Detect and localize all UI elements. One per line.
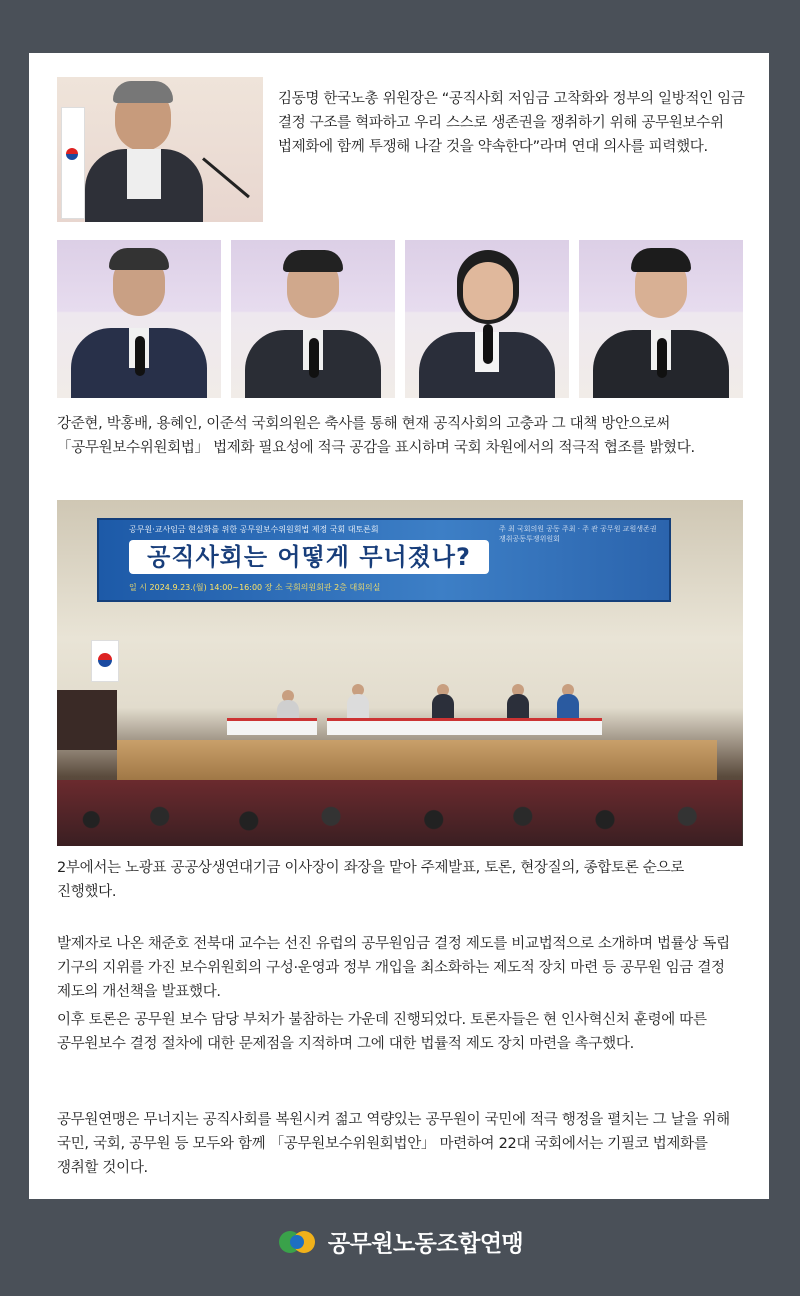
- lawmakers-paragraph: 강준현, 박홍배, 용혜인, 이준석 국회의원은 축사를 통해 현재 공직사회의 고충과 그 대책 방안으로써 「공무원보수위원회법」 법제화 필요성에 적극 공감을 표시하며 국회 차원에서의 적극적 협조를 밝혔다.: [57, 416, 695, 456]
- banner-info: 일 시 2024.9.23.(월) 14:00~16:00 장 소 국회의원회관 2층 대회의실: [129, 583, 381, 592]
- forum-hall-photo: [57, 500, 743, 846]
- banner-title-box: [129, 540, 489, 574]
- lawmaker-photo-1: [57, 240, 221, 398]
- lawmaker-photo-3: [405, 240, 569, 398]
- panel-table: [327, 718, 417, 735]
- flag-icon: [61, 107, 85, 219]
- closing-paragraph: 공무원연맹은 무너지는 공직사회를 복원시켜 젊고 역량있는 공무원이 국민에 적극 행정을 펼치는 그 날을 위해 국민, 국회, 공무원 등 모두와 함께 「공무원보수위원회법안」 마련하여 22대 국회에서는 기필코 법제화를 쟁취할 것이다.: [57, 1112, 730, 1176]
- lawmaker-photo-4: [579, 240, 743, 398]
- lawmaker-photo-2: [231, 240, 395, 398]
- microphone-icon: [135, 336, 145, 376]
- leader-photo: [57, 77, 263, 222]
- union-logo-name: 공무원노동조합연맹: [327, 1231, 524, 1257]
- microphone-icon: [657, 338, 667, 378]
- podium: [57, 690, 117, 750]
- article-card: [29, 53, 769, 1199]
- banner-subtitle: 공무원·교사임금 현실화를 위한 공무원보수위원회법 제정 국회 대토론회: [129, 525, 379, 534]
- presenter-paragraph: 발제자로 나온 채준호 전북대 교수는 선진 유럽의 공무원임금 결정 제도를 비교법적으로 소개하며 법률상 독립 기구의 지위를 가진 보수위원회의 구성·운영과 정부 개입을 최소화하는 제도적 장치 마련 등 공무원 임금 결정 제도의 개선책을 발표했다.: [57, 936, 730, 1000]
- panel-table: [412, 718, 602, 735]
- speaker-hair: [113, 81, 173, 103]
- banner-title: 공직사회는 어떻게 무너졌나?: [147, 543, 471, 571]
- microphone-icon: [202, 157, 250, 198]
- microphone-icon: [309, 338, 319, 378]
- stage-floor: [117, 740, 717, 780]
- banner-side: 주 최 국회의원 공동 주최 · 주 관 공무원 교원생존권쟁취공동투쟁위원회: [499, 525, 657, 543]
- audience: [57, 780, 742, 846]
- session2-paragraph: 2부에서는 노광표 공공상생연대기금 이사장이 좌장을 맡아 주제발표, 토론, 현장질의, 종합토론 순으로 진행했다.: [57, 860, 684, 900]
- leader-paragraph: 김동명 한국노총 위원장은 “공직사회 저임금 고착화와 정부의 일방적인 임금 결정 구조를 혁파하고 우리 스스로 생존권을 쟁취하기 위해 공무원보수위 법제화에 함께 투쟁해 나갈 것을 약속한다”라며 연대 의사를 피력했다.: [278, 91, 745, 155]
- event-banner: [97, 518, 671, 602]
- flag-icon: [91, 640, 119, 682]
- union-logo-icon: [277, 1227, 317, 1257]
- panel-table: [227, 718, 317, 735]
- debate-paragraph: 이후 토론은 공무원 보수 담당 부처가 불참하는 가운데 진행되었다. 토론자들은 현 인사혁신처 훈령에 따른 공무원보수 결정 절차에 대한 문제점을 지적하며 그에 대한 법률적 제도 장치 마련을 촉구했다.: [57, 1012, 707, 1052]
- speaker-shirt: [127, 149, 161, 199]
- microphone-icon: [483, 324, 493, 364]
- footer-logo: [0, 1225, 800, 1255]
